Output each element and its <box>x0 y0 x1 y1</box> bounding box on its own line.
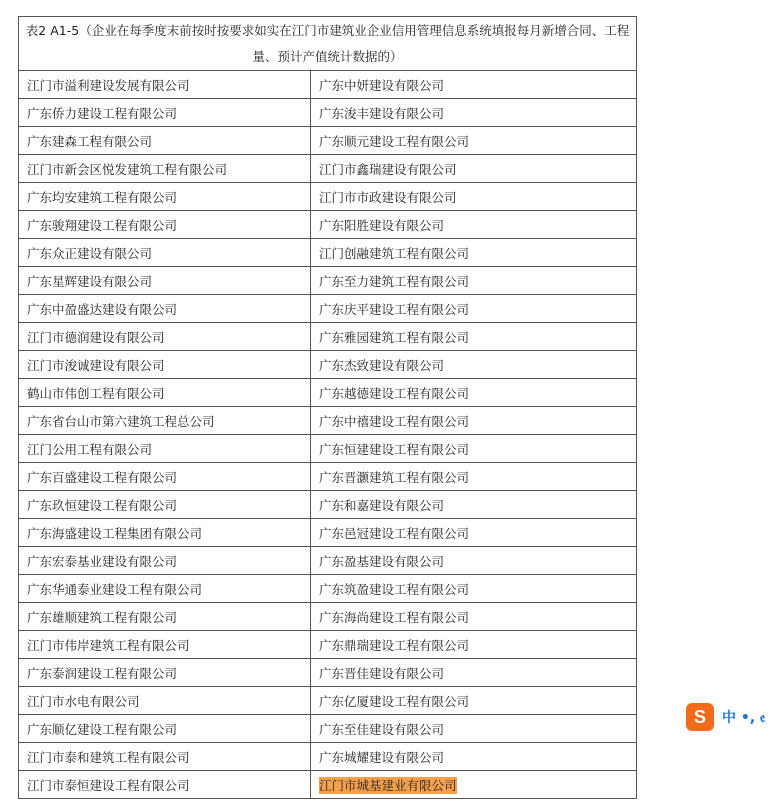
table-row <box>19 99 637 127</box>
company-name: 广东杰致建设有限公司 <box>319 357 445 373</box>
company-cell-left <box>19 659 311 687</box>
company-name: 广东顺亿建设工程有限公司 <box>27 721 178 737</box>
company-name: 江门市市政建设有限公司 <box>319 189 457 205</box>
company-cell-left <box>19 631 311 659</box>
table-row <box>19 463 637 491</box>
table-row <box>19 743 637 771</box>
company-name: 江门市新会区悦发建筑工程有限公司 <box>27 161 228 177</box>
table-row <box>19 407 637 435</box>
company-name: 广东侨力建设工程有限公司 <box>27 105 178 121</box>
company-cell-right <box>311 519 637 547</box>
table-row <box>19 127 637 155</box>
company-cell-left <box>19 715 311 743</box>
company-name: 广东中妍建设有限公司 <box>319 77 445 93</box>
company-cell-right <box>311 575 637 603</box>
table-row <box>19 295 637 323</box>
company-cell-right <box>311 463 637 491</box>
company-cell-left <box>19 351 311 379</box>
company-name: 广东骏翔建设工程有限公司 <box>27 217 178 233</box>
company-name: 广东亿厦建设工程有限公司 <box>319 693 470 709</box>
company-name: 广东泰润建设工程有限公司 <box>27 665 178 681</box>
company-name: 江门市伟岸建筑工程有限公司 <box>27 637 190 653</box>
company-cell-right <box>311 491 637 519</box>
table-row <box>19 183 637 211</box>
company-name: 广东雅园建筑工程有限公司 <box>319 329 470 345</box>
company-name: 江门市泰和建筑工程有限公司 <box>27 749 190 765</box>
company-cell-left <box>19 547 311 575</box>
company-name: 广东海盛建设工程集团有限公司 <box>27 525 203 541</box>
table-body <box>19 71 637 799</box>
company-name: 江门市浚诚建设有限公司 <box>27 357 165 373</box>
table-row <box>19 491 637 519</box>
company-cell-right <box>311 267 637 295</box>
company-cell-right <box>311 771 637 799</box>
company-cell-right <box>311 211 637 239</box>
company-cell-left <box>19 211 311 239</box>
table-row <box>19 379 637 407</box>
company-cell-left <box>19 127 311 155</box>
table-row <box>19 631 637 659</box>
company-cell-left <box>19 603 311 631</box>
company-cell-left <box>19 295 311 323</box>
company-cell-right <box>311 743 637 771</box>
table-row <box>19 435 637 463</box>
highlighted-company-name: 江门市城基建业有限公司 <box>319 777 457 793</box>
table-row <box>19 687 637 715</box>
company-name: 广东均安建筑工程有限公司 <box>27 189 178 205</box>
company-cell-left <box>19 463 311 491</box>
table-row <box>19 603 637 631</box>
company-cell-right <box>311 379 637 407</box>
company-cell-left <box>19 323 311 351</box>
table-caption: 表2 A1-5（企业在每季度末前按时按要求如实在江门市建筑业企业信用管理信息系统填报每月新增合同、工程量、预计产值统计数据的） <box>19 17 637 71</box>
company-name: 江门市泰恒建设工程有限公司 <box>27 777 190 793</box>
company-cell-right <box>311 407 637 435</box>
company-name: 广东阳胜建设有限公司 <box>319 217 445 233</box>
company-cell-right <box>311 71 637 99</box>
company-name: 广东和嘉建设有限公司 <box>319 497 445 513</box>
company-cell-left <box>19 435 311 463</box>
company-cell-left <box>19 71 311 99</box>
table-row <box>19 323 637 351</box>
company-cell-right <box>311 183 637 211</box>
company-name: 广东晋佳建设有限公司 <box>319 665 445 681</box>
company-name: 江门市鑫瑞建设有限公司 <box>319 161 457 177</box>
company-name: 广东至佳建设有限公司 <box>319 721 445 737</box>
company-cell-left <box>19 267 311 295</box>
company-cell-right <box>311 295 637 323</box>
company-name: 江门创融建筑工程有限公司 <box>319 245 470 261</box>
caption-row <box>19 17 637 71</box>
company-cell-right <box>311 659 637 687</box>
company-name: 广东邑冠建设工程有限公司 <box>319 525 470 541</box>
company-cell-left <box>19 491 311 519</box>
company-name: 广东百盛建设工程有限公司 <box>27 469 178 485</box>
company-name: 广东玖恒建设工程有限公司 <box>27 497 178 513</box>
company-cell-left <box>19 519 311 547</box>
company-cell-left <box>19 183 311 211</box>
company-name: 广东省台山市第六建筑工程总公司 <box>27 413 215 429</box>
table-row <box>19 155 637 183</box>
company-cell-right <box>311 435 637 463</box>
company-name: 广东星辉建设有限公司 <box>27 273 153 289</box>
company-table <box>18 16 637 799</box>
company-name: 江门市水电有限公司 <box>27 693 140 709</box>
sogou-ime-logo-icon[interactable]: S <box>686 703 714 731</box>
table-row <box>19 71 637 99</box>
table-row <box>19 211 637 239</box>
table-row <box>19 267 637 295</box>
company-name: 广东晋灏建筑工程有限公司 <box>319 469 470 485</box>
company-cell-right <box>311 155 637 183</box>
ime-toolbar[interactable] <box>686 702 776 732</box>
company-cell-right <box>311 631 637 659</box>
company-cell-left <box>19 155 311 183</box>
company-name: 广东华通泰业建设工程有限公司 <box>27 581 203 597</box>
company-name: 广东越德建设工程有限公司 <box>319 385 470 401</box>
company-name: 广东众正建设有限公司 <box>27 245 153 261</box>
company-cell-left <box>19 771 311 799</box>
table-row <box>19 519 637 547</box>
company-name: 广东恒建建设工程有限公司 <box>319 441 470 457</box>
company-name: 广东至力建筑工程有限公司 <box>319 273 470 289</box>
company-cell-left <box>19 687 311 715</box>
company-cell-right <box>311 127 637 155</box>
company-name: 广东浚丰建设有限公司 <box>319 105 445 121</box>
table-row <box>19 351 637 379</box>
company-name: 广东中盈盛达建设有限公司 <box>27 301 178 317</box>
company-cell-right <box>311 715 637 743</box>
company-cell-right <box>311 239 637 267</box>
ime-status-text[interactable]: 中 •, 𝔢 <box>722 710 766 726</box>
table-row <box>19 659 637 687</box>
company-name: 江门公用工程有限公司 <box>27 441 153 457</box>
table-row <box>19 239 637 267</box>
company-name: 广东海尚建设工程有限公司 <box>319 609 470 625</box>
company-name: 广东庆平建设工程有限公司 <box>319 301 470 317</box>
table-row <box>19 771 637 799</box>
company-name: 广东宏泰基业建设有限公司 <box>27 553 178 569</box>
company-name: 广东顺元建设工程有限公司 <box>319 133 470 149</box>
company-cell-left <box>19 379 311 407</box>
table-row <box>19 547 637 575</box>
company-cell-right <box>311 603 637 631</box>
company-name: 江门市溢利建设发展有限公司 <box>27 77 190 93</box>
company-name: 江门市德润建设有限公司 <box>27 329 165 345</box>
company-name: 广东建森工程有限公司 <box>27 133 153 149</box>
company-cell-right <box>311 351 637 379</box>
company-cell-left <box>19 99 311 127</box>
company-cell-left <box>19 407 311 435</box>
company-cell-right <box>311 323 637 351</box>
company-cell-left <box>19 743 311 771</box>
company-name: 广东鼎瑞建设工程有限公司 <box>319 637 470 653</box>
company-name: 广东雄顺建筑工程有限公司 <box>27 609 178 625</box>
company-cell-left <box>19 239 311 267</box>
company-name: 广东盈基建设有限公司 <box>319 553 445 569</box>
company-name: 广东筑盈建设工程有限公司 <box>319 581 470 597</box>
table-row <box>19 575 637 603</box>
company-name: 广东中禧建设工程有限公司 <box>319 413 470 429</box>
company-name: 鹤山市伟创工程有限公司 <box>27 385 165 401</box>
company-name: 广东城耀建设有限公司 <box>319 749 445 765</box>
company-cell-right <box>311 547 637 575</box>
company-cell-right <box>311 687 637 715</box>
company-cell-right <box>311 99 637 127</box>
table-row <box>19 715 637 743</box>
company-cell-left <box>19 575 311 603</box>
